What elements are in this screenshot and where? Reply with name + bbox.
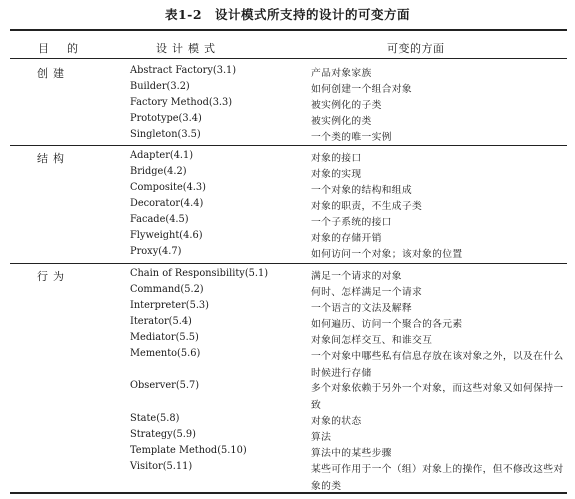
pattern-name: Strategy(5.9) [130, 429, 196, 440]
pattern-name: State(5.8) [130, 413, 180, 424]
variable-aspect: 对象的存储开销 [311, 233, 382, 244]
pattern-name: Chain of Responsibility(5.1) [130, 268, 269, 279]
variable-aspect: 如何创建一个组合对象 [311, 84, 412, 95]
pattern-name: Singleton(3.5) [130, 129, 201, 140]
pattern-name: Observer(5.7) [130, 380, 200, 391]
section-purpose: 创建 [37, 67, 69, 80]
variable-aspect: 何时、怎样满足一个请求 [311, 287, 423, 298]
section-rule [10, 263, 567, 264]
pattern-name: Bridge(4.2) [130, 166, 187, 177]
variable-aspect: 多个对象依赖于另外一个对象，而这些对象又如何保持一致 [311, 383, 564, 411]
variable-aspect: 某些可作用于一个（组）对象上的操作，但不修改这些对象的类 [311, 464, 564, 492]
table-caption: 表1-2 设计模式所支持的设计的可变方面 [164, 7, 411, 22]
variable-aspect: 算法 [311, 432, 332, 443]
header-rule [10, 58, 567, 59]
pattern-name: Facade(4.5) [130, 214, 189, 225]
variable-aspect: 如何遍历、访问一个聚合的各元素 [311, 319, 463, 330]
pattern-name: Memento(5.6) [130, 348, 201, 359]
pattern-name: Iterator(5.4) [130, 316, 192, 327]
variable-aspect: 一个语言的文法及解释 [311, 303, 412, 314]
pattern-name: Prototype(3.4) [130, 113, 202, 124]
variable-aspect: 如何访问一个对象；该对象的位置 [311, 249, 463, 260]
pattern-name: Decorator(4.4) [130, 198, 204, 209]
variable-aspect: 对象的职责，不生成子类 [311, 201, 423, 212]
variable-aspect: 一个子系统的接口 [311, 217, 392, 228]
header-purpose: 目的 [38, 42, 96, 55]
variable-aspect: 被实例化的子类 [311, 100, 382, 111]
pattern-name: Interpreter(5.3) [130, 300, 209, 311]
variable-aspect: 产品对象家族 [311, 68, 372, 79]
pattern-name: Template Method(5.10) [130, 445, 247, 456]
pattern-name: Proxy(4.7) [130, 246, 182, 257]
pattern-name: Composite(4.3) [130, 182, 206, 193]
section-purpose: 结构 [37, 152, 69, 165]
variable-aspect: 算法中的某些步骤 [311, 448, 392, 459]
section-purpose: 行为 [37, 270, 69, 283]
variable-aspect: 对象的接口 [311, 153, 362, 164]
pattern-name: Visitor(5.11) [130, 461, 193, 472]
header-pattern: 设计模式 [156, 42, 220, 55]
pattern-name: Flyweight(4.6) [130, 230, 203, 241]
variable-aspect: 一个对象中哪些私有信息存放在该对象之外，以及在什么时候进行存储 [311, 351, 564, 379]
pattern-name: Command(5.2) [130, 284, 204, 295]
variable-aspect: 对象间怎样交互、和谁交互 [311, 335, 433, 346]
section-rule [10, 145, 567, 146]
bottom-rule [10, 492, 567, 494]
pattern-name: Mediator(5.5) [130, 332, 199, 343]
pattern-name: Adapter(4.1) [130, 150, 194, 161]
header-aspect: 可变的方面 [387, 42, 445, 55]
variable-aspect: 对象的状态 [311, 416, 362, 427]
pattern-name: Abstract Factory(3.1) [130, 65, 237, 76]
variable-aspect: 对象的实现 [311, 169, 362, 180]
variable-aspect: 满足一个请求的对象 [311, 271, 402, 282]
pattern-name: Factory Method(3.3) [130, 97, 233, 108]
pattern-name: Builder(3.2) [130, 81, 190, 92]
top-rule [10, 29, 567, 31]
variable-aspect: 一个对象的结构和组成 [311, 185, 412, 196]
variable-aspect: 被实例化的类 [311, 116, 372, 127]
variable-aspect: 一个类的唯一实例 [311, 132, 392, 143]
